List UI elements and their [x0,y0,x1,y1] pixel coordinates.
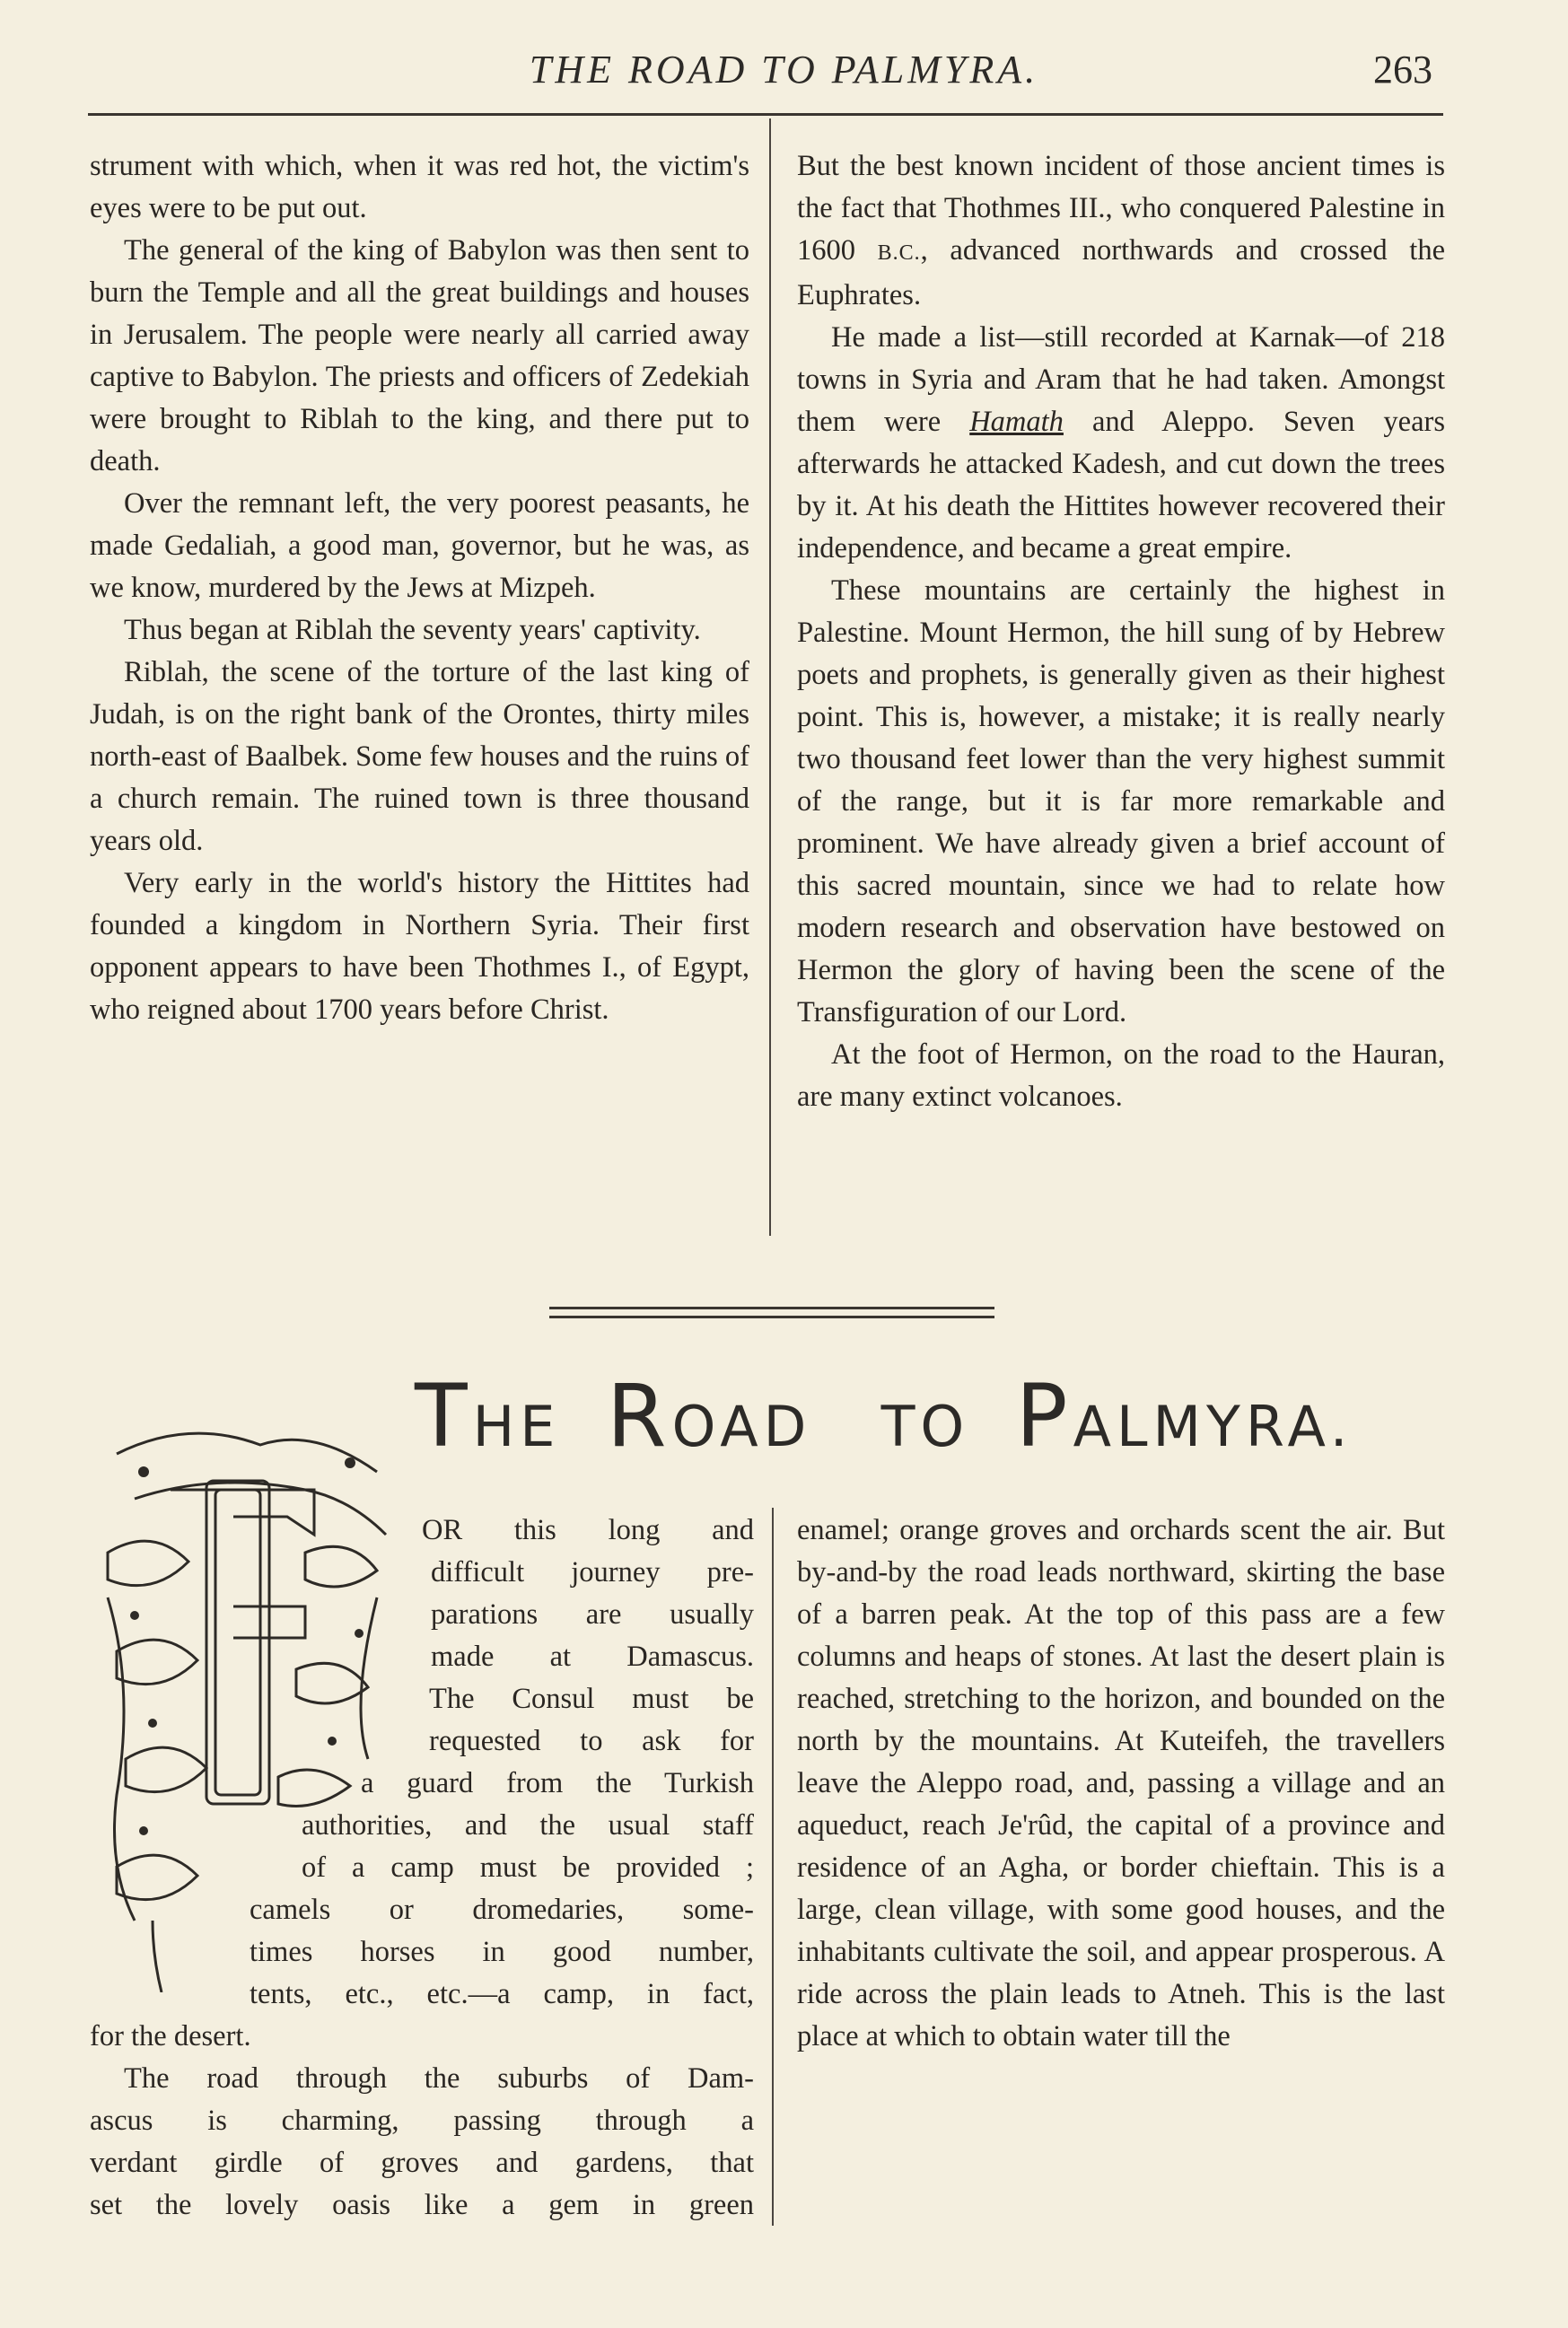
paragraph: Thus began at Riblah the seventy years' captivity. [124,614,701,646]
text: and Aleppo. Seven years afterwards he attacked Kadesh, and cut down the trees by it. At his death the Hittites however recovered their independence, and became a great empire. [797,406,1445,564]
title-initial: R [606,1366,672,1466]
running-header: THE ROAD TO PALMYRA. [529,48,1039,92]
title-initial: T [415,1366,473,1466]
paragraph: The general of the king of Babylon was then sent to burn the Temple and all the great buildings and houses in Jerusalem. The people were nearly all carried away captive to Babylon. The priests and officers of Zedekiah were brought to Riblah to the king, and there put to death. [90,234,749,477]
text-line: difficult journey pre- [431,1556,754,1588]
bottom-right-column [797,1510,1445,2058]
paragraph: Very early in the world's history the Hittites had founded a kingdom in Northern Syria. Their first opponent appears to have been Thothmes I., of Egypt, who reigned about 1700 years before Christ. [90,867,749,1026]
header-rule [88,113,1443,116]
paragraph: enamel; orange groves and orchards scent the air. But by-and-by the road leads northward, skirting the base of a barren peak. At the top of this pass are a few columns and heaps of stones. At last the desert plain is reached, stretching to the horizon, and bounded on the north by the mountains. At Kuteifeh, the travellers leave the Aleppo road, and, passing a village and an aqueduct, reach Je'rûd, the capital of a province and residence of an Agha, or border chieftain. This is a large, clean village, with some good houses, and the inhabitants cultivate the soil, and appear prosperous. A ride across the plain leads to Atneh. This is the last place at which to obtain water till the [797,1514,1445,2052]
title-initial: P [1015,1366,1073,1466]
top-left-column [90,145,749,1031]
paragraph: At the foot of Hermon, on the road to the Hauran, are many extinct volcanoes. [797,1038,1445,1113]
text: But the best known incident of those ancient times is the fact that Thothmes III., who conquered Palestine in 1600 [797,150,1445,267]
text-line: requested to ask for [429,1725,754,1757]
section-divider [549,1307,994,1309]
text-line: authorities, and the usual staff [302,1809,754,1842]
bottom-left-column [90,1510,754,2227]
text-line: times horses in good number, [250,1936,754,1968]
text-line: for the desert. [90,2020,251,2052]
text-line: The road through the suburbs of Dam- [124,2062,754,2095]
title-part: OAD [671,1394,812,1459]
text-line: The Consul must be [429,1683,754,1715]
page-number: 263 [1373,48,1432,92]
text-line: tents, etc., etc.—a camp, in fact, [250,1978,754,2010]
text-line: made at Damascus. [431,1641,754,1673]
paragraph: Over the remnant left, the very poorest peasants, he made Gedaliah, a good man, governor, but he was, as we know, murdered by the Jews at Mizpeh. [90,487,749,604]
text-line: OR this long and [422,1514,754,1546]
text-line: ascus is charming, passing through a [90,2105,754,2137]
place-name-emphasis: Hamath [969,406,1064,438]
text-line: verdant girdle of groves and gardens, that [90,2147,754,2179]
text: He made a list—still recorded at Karnak—of 218 towns in Syria and Aram that he had taken. Amongst them were [797,321,1445,438]
text-line: parations are usually [431,1598,754,1631]
section-divider [549,1316,994,1318]
text-line: camels or dromedaries, some- [250,1894,754,1926]
paragraph: These mountains are certainly the highest in Palestine. Mount Hermon, the hill sung of by Hebrew poets and prophets, is generally given as their highest point. This is, however, a mistake; it is really nearly two thousand feet lower than the very highest summit of the range, but it is far more remarkable and prominent. We have already given a brief account of this sacred mountain, since we had to relate how modern research and observation have bestowed on Hermon the glory of having been the scene of the Transfiguration of our Lord. [797,574,1445,1028]
title-part: ALMYRA. [1073,1394,1353,1459]
title-part: TO [880,1394,970,1459]
text: , advanced northwards and crossed the Euphrates. [797,234,1445,311]
paragraph [797,145,1445,317]
title-part: HE [472,1394,561,1459]
paragraph: strument with which, when it was red hot, the victim's eyes were to be put out. [90,150,749,224]
section-title [415,1366,1353,1466]
text-line: of a camp must be provided ; [302,1851,754,1884]
column-rule-bottom [772,1508,774,2226]
paragraph [797,317,1445,570]
text-line: set the lovely oasis like a gem in green [90,2189,754,2221]
column-rule-top [769,118,771,1236]
text-line: a guard from the Turkish [361,1767,754,1799]
paragraph: Riblah, the scene of the torture of the last king of Judah, is on the right bank of the Orontes, thirty miles north-east of Baalbek. Some few houses and the ruins of a church remain. The ruined town is three thousand years old. [90,656,749,857]
era-abbrev: B.C. [877,241,921,265]
top-right-column [797,145,1445,1118]
